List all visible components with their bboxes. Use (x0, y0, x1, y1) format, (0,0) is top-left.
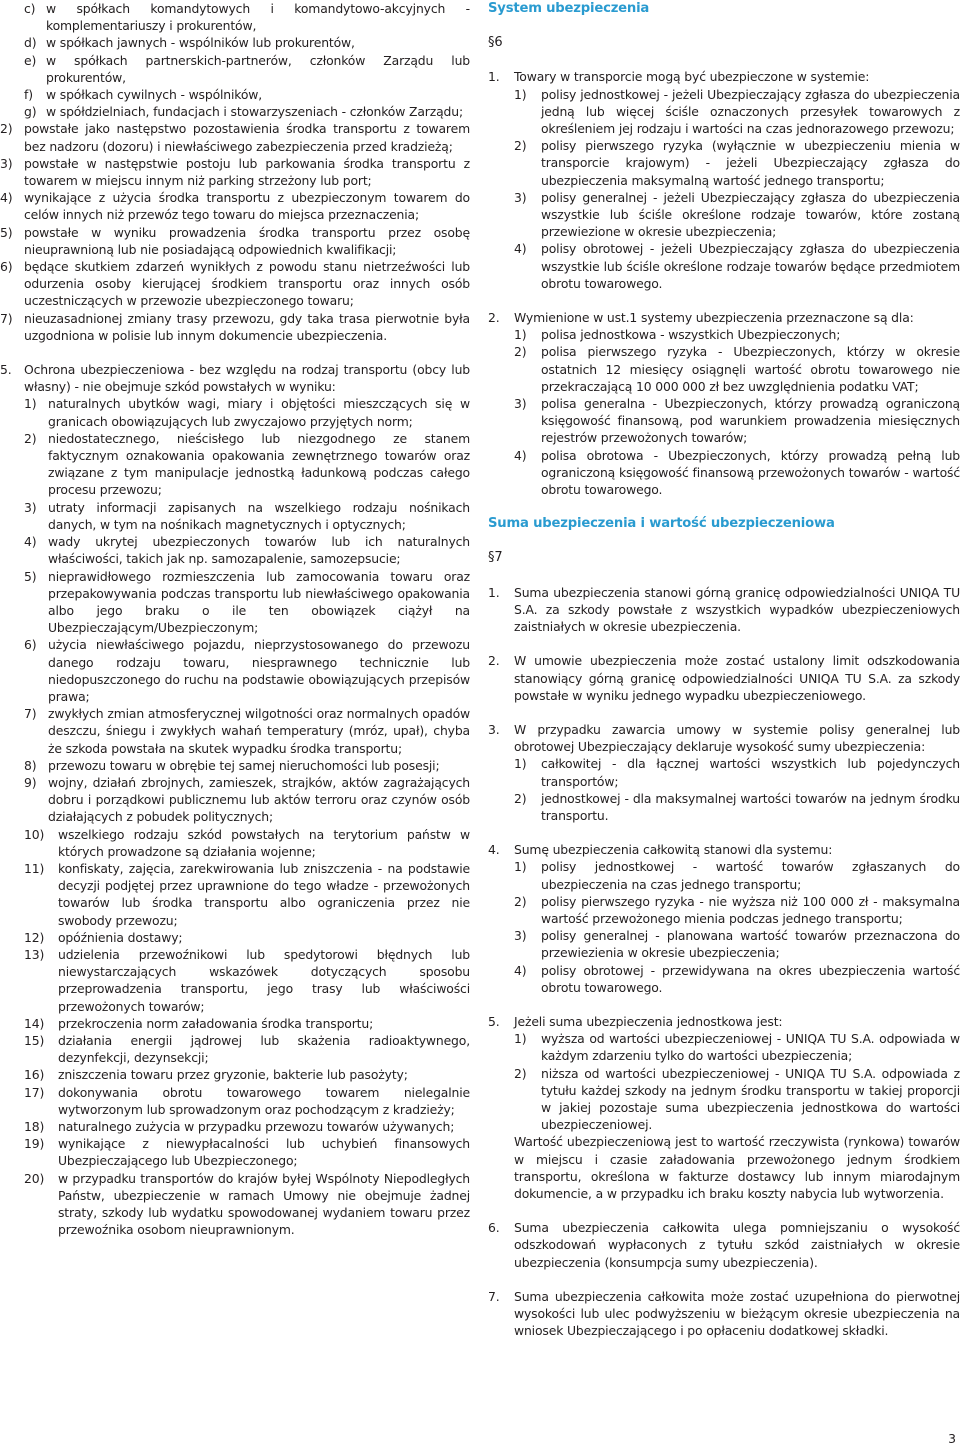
list-text: przekroczenia norm załadowania środka transportu; (58, 1015, 374, 1031)
list-marker: 1) (24, 396, 37, 412)
list-item-c (0, 0, 470, 34)
list-item (0, 826, 470, 860)
list-marker: 2) (514, 790, 527, 806)
list-marker: 7) (0, 310, 13, 326)
list-item (0, 1032, 470, 1066)
list-text: niższa od wartości ubezpieczeniowej - UNIQA TU S.A. odpowiada z tytułu każdej szkody na jednym środku transportu w takiej proporcji w jakiej pozostaje suma ubezpieczenia jednostkowa do wartości ubezpieczeniowej. (541, 1065, 960, 1133)
list-text: Suma ubezpieczenia całkowita ulega pomniejszaniu o wysokość odszkodowań wypłaconych z tytułu szkód zaistniałych w okresie ubezpieczenia (konsumpcja sumy ubezpieczenia). (514, 1220, 960, 1270)
list-text: polisy jednostkowej - wartość towarów zgłaszanych do ubezpieczenia na czas jednego transportu; (541, 859, 960, 892)
point-line (488, 1219, 960, 1271)
right-column (488, 0, 960, 1339)
list-marker: 13) (24, 946, 45, 962)
section-title: System ubezpieczenia (488, 1, 650, 16)
list-marker: 16) (24, 1067, 45, 1083)
list-text: nieprawidłowego rozmieszczenia lub zamocowania towaru oraz przepakowywania podczas transportu lub niewłaściwego opakowania albo jego braku o ile ten obowiązek ciążył na Ubezpieczającym/Ubezpieczonym; (48, 568, 470, 636)
list-text: wszelkiego rodzaju szkód powstałych na terytorium państw w których prowadzone są działania wojenne; (58, 826, 470, 859)
section-number: §6 (488, 35, 503, 51)
list-item (0, 1084, 470, 1118)
list-item (488, 858, 960, 892)
list-text: będące skutkiem zdarzeń wynikłych z powodu stanu nietrzeźwości lub odurzenia osoby kierującej środkiem transportu oraz innych osób uczestniczących w przewozie ubezpieczonego towaru; (24, 259, 470, 309)
list-text: jednostkowej - dla maksymalnej wartości towarów na jednym środku transportu. (541, 790, 960, 823)
point-line (488, 68, 960, 85)
list-marker: 2) (514, 893, 527, 909)
list-item (0, 1066, 470, 1083)
list-item (0, 568, 470, 637)
list-item (0, 1170, 470, 1239)
list-text: polisy obrotowej - jeżeli Ubezpieczający zgłasza do ubezpieczenia wszystkie lub ściśle określone rodzaje towarów będące przedmiotem obrotu towarowego. (541, 241, 960, 291)
list-text: polisa pierwszego ryzyka - Ubezpieczonych, którzy w okresie ostatnich 12 miesięcy osiągnęli wartość obrotu towarowego nie przekraczającą 10 000 000 zł bez uwzględnienia podatku VAT; (541, 344, 960, 394)
list-item (0, 258, 470, 310)
list-marker: 3) (514, 928, 527, 944)
section-6-body (488, 68, 960, 498)
list-item (0, 155, 470, 189)
list-marker: 2) (24, 430, 37, 446)
numbered-point (488, 1013, 960, 1202)
list-item-g (0, 103, 470, 120)
list-text: Sumę ubezpieczenia całkowitą stanowi dla systemu: (514, 842, 833, 858)
list-text: w spółkach cywilnych - wspólników, (46, 87, 263, 103)
list-text: polisa obrotowa - Ubezpieczonych, którzy prowadzą pełną lub ograniczoną księgowość finansową przewożonych towarów - wartość obrotu towarowego. (541, 447, 960, 498)
list-marker: 1. (488, 584, 500, 600)
list-text: Jeżeli suma ubezpieczenia jednostkowa jest: (514, 1013, 783, 1029)
exclusions-list (0, 120, 470, 344)
list-item (0, 860, 470, 929)
list-marker: 3. (488, 721, 500, 737)
list-text: powstałe w wyniku prowadzenia środka transportu przez osobę nieuprawnioną lub nie posiadającą odpowiednich kwalifikacji; (24, 224, 470, 257)
list-marker: 15) (24, 1032, 45, 1048)
list-marker: 7) (24, 706, 37, 722)
list-text: udzielenia przewoźnikowi lub spedytorowi błędnych lub niewystarczających wskazówek dotyczących sposobu przeprowadzenia transportu, jego trasy lub właściwości przewożonych towarów; (58, 946, 470, 1014)
list-marker: 5) (24, 568, 37, 584)
list-text: w przypadku transportów do krajów byłej Wspólnoty Niepodległych Państw, ubezpieczenie w ramach Umowy nie obejmuje żadnej straty, szkody lub wydatku spowodowanej wydaniem towaru przez przewoźnika osobom nieuprawnionym. (58, 1170, 470, 1238)
list-marker: 3) (514, 396, 527, 412)
list-item (0, 946, 470, 1015)
list-text: działania energii jądrowej lub skażenia radioaktywnego, dezynfekcji, dezynsekcji; (58, 1032, 470, 1066)
list-marker: 2) (514, 344, 527, 360)
list-marker: 11) (24, 860, 45, 876)
list-item (488, 395, 960, 447)
list-item (488, 240, 960, 292)
point-line (488, 584, 960, 636)
list-text: W przypadku zawarcia umowy w systemie polisy generalnej lub obrotowej Ubezpieczający deklaruje wysokość sumy ubezpieczenia: (514, 721, 960, 755)
list-marker: 19) (24, 1136, 45, 1152)
list-marker: 2) (514, 138, 527, 154)
list-item (0, 120, 470, 154)
list-item (0, 395, 470, 429)
list-item (488, 927, 960, 961)
list-marker: 1) (514, 86, 527, 102)
list-text: polisa generalna - Ubezpieczonych, którzy prowadzą ograniczoną księgowość finansową, pod warunkiem prowadzenia miesięcznych rejestrów przewożonych towarów; (541, 396, 960, 446)
list-text: dokonywania obrotu towarowego towarem nielegalnie wytworzonym lub sprowadzonym oraz pochodzącym z kradzieży; (58, 1084, 470, 1117)
list-item (488, 790, 960, 824)
list-text: powstałe w następstwie postoju lub parkowania środka transportu z towarem w miejscu innym niż parking strzeżony lub port; (24, 155, 470, 189)
page-number: 3 (948, 1431, 956, 1446)
list-item (0, 705, 470, 757)
list-text: wyższa od wartości ubezpieczeniowej - UNIQA TU S.A. odpowiada w każdym zdarzeniu tylko do wartości ubezpieczenia; (541, 1031, 960, 1064)
list-text: Suma ubezpieczenia całkowita może zostać uzupełniona do pierwotnej wysokości lub ulec podwyższeniu w bieżącym okresie ubezpieczenia na wniosek Ubezpieczającego i po opłaceniu dodatkowej składki. (514, 1288, 960, 1339)
list-text: konfiskaty, zajęcia, zarekwirowania lub zniszczenia - na podstawie decyzji podjętej przez uprawnione do tego władze - przewożonych towarów lub środka transportu albo ograniczenia przez nie swobody przewozu; (58, 860, 470, 928)
list-item (0, 636, 470, 705)
list-item (488, 893, 960, 927)
list-marker: 14) (24, 1015, 45, 1031)
list-marker: 1) (514, 756, 527, 772)
list-item (0, 224, 470, 258)
list-marker: d) (24, 35, 37, 51)
list-marker: 3) (24, 499, 37, 515)
list-marker: 6. (488, 1220, 500, 1236)
list-text: opóźnienia dostawy; (58, 929, 183, 945)
list-marker: 4. (488, 842, 500, 858)
list-text: w spółkach komandytowych i komandytowo-akcyjnych - komplementariuszy i prokurentów, (46, 1, 470, 34)
list-item (488, 326, 960, 343)
list-marker: 10) (24, 826, 45, 842)
point-line (488, 652, 960, 704)
list-item (488, 137, 960, 189)
left-column (0, 0, 470, 1238)
point-line (488, 841, 960, 858)
list-marker: 4) (514, 447, 527, 463)
section-title: Suma ubezpieczenia i wartość ubezpieczeniowa (488, 516, 835, 532)
list-text: nieuzasadnionej zmiany trasy przewozu, gdy taka trasa pierwotnie była uzgodniona w polisie lub innym dokumencie ubezpieczenia. (24, 310, 470, 343)
list-item (0, 310, 470, 344)
list-item (0, 533, 470, 567)
list-text: W umowie ubezpieczenia może zostać ustalony limit odszkodowania stanowiący górną granicę odpowiedzialności UNIQA TU S.A. za szkody powstałe w wyniku jednego wypadku ubezpieczeniowego. (514, 653, 960, 703)
list-text: Towary w transporcie mogą być ubezpieczone w systemie: (514, 69, 870, 85)
list-marker: 2. (488, 653, 500, 669)
list-text: polisy generalnej - jeżeli Ubezpieczający zgłasza do ubezpieczenia wszystkie lub ściśle określone rodzaje towarów, które zostaną przewiezione w okresie ubezpieczenia; (541, 189, 960, 240)
list-text: polisy generalnej - planowana wartość towarów przeznaczona do przewiezienia w okresie ubezpieczenia; (541, 928, 960, 961)
list-text: w spółkach jawnych - wspólników lub prokurentów, (46, 35, 355, 51)
list-marker: 1. (488, 69, 500, 85)
list-item (0, 774, 470, 826)
list-text: użycia niewłaściwego pojazdu, nieprzystosowanego do przewozu danego rodzaju towaru, niesprawnego technicznie lub niedopuszczonego do ruchu na podstawie obowiązujących przepisów prawa; (48, 637, 470, 704)
list-item (488, 447, 960, 499)
numbered-point (488, 1288, 960, 1340)
numbered-point (488, 1219, 960, 1271)
list-item (0, 499, 470, 533)
list-marker: 4) (24, 534, 37, 550)
list-item-f (0, 86, 470, 103)
list-item (488, 1065, 960, 1134)
section-number: §7 (488, 550, 503, 566)
list-marker: 6) (0, 259, 13, 275)
list-text: wynikające z użycia środka transportu z ubezpieczonym towarem do celów innych niż przewóz tego towaru do miejsca przeznaczenia; (24, 190, 470, 223)
list-item (0, 1015, 470, 1032)
list-item (0, 1135, 470, 1169)
list-marker: 7. (488, 1288, 500, 1304)
list-marker: 4) (514, 962, 527, 978)
point-line (488, 309, 960, 326)
point-text: Ochrona ubezpieczeniowa - bez względu na rodzaj transportu (obcy lub własny) - nie obejmuje szkód powstałych w wyniku: (24, 362, 470, 395)
list-item (0, 757, 470, 774)
list-item (0, 430, 470, 499)
list-text: Suma ubezpieczenia stanowi górną granicę odpowiedzialności UNIQA TU S.A. za szkody powstałe z wszystkich wypadków ubezpieczeniowych zaistniałych w okresie ubezpieczenia. (514, 584, 960, 635)
list-text: wojny, działań zbrojnych, zamieszek, strajków, aktów zagrażających dobru i porządkowi publicznemu lub aktów terroru oraz czynów osób działających z pobudek politycznych; (48, 774, 470, 825)
list-item (488, 189, 960, 241)
list-item (0, 1118, 470, 1135)
list-marker: 18) (24, 1119, 45, 1134)
point-line (488, 1288, 960, 1340)
list-item-d (0, 34, 470, 51)
list-marker: 2. (488, 310, 500, 326)
numbered-point (488, 584, 960, 636)
list-marker: 2) (514, 1065, 527, 1081)
list-marker: 1) (514, 327, 527, 343)
list-marker: 5. (488, 1013, 500, 1029)
list-marker: 17) (24, 1084, 45, 1100)
list-marker: f) (24, 87, 33, 103)
list-item (488, 755, 960, 789)
list-item (0, 189, 470, 223)
list-marker: 9) (24, 774, 37, 790)
point-5 (0, 361, 470, 395)
list-text: w spółkach partnerskich-partnerów, członków Zarządu lub prokurentów, (46, 52, 470, 85)
list-text: zwykłych zmian atmosferycznej wilgotności oraz normalnych opadów deszczu, śniegu i zwykłych wahań temperatury (mróz, upał), chyba że szkoda powstała na skutek wypadku środka transportu; (48, 706, 470, 756)
point-line (488, 721, 960, 755)
list-text: powstałe jako następstwo pozostawienia środka transportu z towarem bez nadzoru (dozoru) i niewłaściwego zabezpieczenia przed kradzieżą; (24, 121, 470, 154)
list-text: niedostatecznego, nieścisłego lub niezgodnego ze stanem faktycznym oznakowania opakowania zewnętrznego towarów oraz związane z tym manipulacje jednostką ładunkową podczas całego procesu przewozu; (48, 430, 470, 498)
point-5-list (0, 395, 470, 1238)
list-text: wady ukrytej ubezpieczonych towarów lub ich naturalnych właściwości, takich jak np. samozapalenie, samozepsucie; (48, 534, 470, 567)
list-text: utraty informacji zapisanych na wszelkiego rodzaju nośnikach danych, w tym na nośnikach magnetycznych i optycznych; (48, 499, 470, 532)
list-text: w spółdzielniach, fundacjach i stowarzyszeniach - członków Zarządu; (46, 104, 463, 120)
list-text: przewozu towaru w obrębie tej samej nieruchomości lub posesji; (48, 757, 440, 773)
numbered-point (488, 721, 960, 824)
section-7-body (488, 584, 960, 1340)
list-item (488, 343, 960, 395)
list-marker: e) (24, 52, 37, 68)
numbered-point (488, 652, 960, 704)
point-marker: 5. (0, 362, 12, 378)
list-text: polisy pierwszego ryzyka (wyłącznie w ubezpieczeniu mienia w transporcie krajowym) - jeżeli Ubezpieczający zgłasza do ubezpieczenia maksymalną wartość jednego transportu; (541, 138, 960, 188)
list-text: Wymienione w ust.1 systemy ubezpieczenia przeznaczone są dla: (514, 310, 914, 326)
numbered-point (488, 841, 960, 996)
list-marker: 3) (0, 155, 13, 171)
numbered-point (488, 309, 960, 498)
list-text: polisy obrotowej - przewidywana na okres ubezpieczenia wartość obrotu towarowego. (541, 962, 960, 995)
list-text: całkowitej - dla łącznej wartości wszystkich lub pojedynczych transportów; (541, 756, 960, 789)
list-text: polisy pierwszego ryzyka - nie wyższa niż 100 000 zł - maksymalna wartość przewożonego mienia podczas jednego transportu; (541, 893, 960, 926)
list-marker: 2) (0, 121, 13, 137)
list-marker: 3) (514, 189, 527, 205)
list-item (488, 1030, 960, 1064)
list-marker: 8) (24, 757, 37, 773)
list-marker: 4) (0, 190, 13, 206)
list-marker: 1) (514, 859, 527, 875)
numbered-point (488, 68, 960, 292)
list-marker: 20) (24, 1170, 45, 1186)
list-marker: 6) (24, 637, 37, 653)
list-marker: 1) (514, 1031, 527, 1047)
point-line (488, 1013, 960, 1030)
paragraph: Wartość ubezpieczeniową jest to wartość rzeczywista (rynkowa) towarów w miejscu i czasie załadowania przewożonego jednym środkiem transportu, określona w fakturze dostawcy lub innym miarodajnym dokumencie, a w przypadku ich braku koszty nabycia lub wytworzenia. (514, 1134, 960, 1201)
list-marker: c) (24, 1, 36, 16)
list-marker: g) (24, 104, 37, 120)
list-item (488, 86, 960, 138)
list-item (488, 962, 960, 996)
list-text: naturalnych ubytków wagi, miary i objętości mieszczących się w granicach obowiązujących lub zwyczajowo przyjętych norm; (48, 396, 470, 429)
list-text: polisy jednostkowej - jeżeli Ubezpieczający zgłasza do ubezpieczenia jedną lub więcej ściśle oznaczonych przesyłek towarowych z określeniem jej rodzaju i wartości na czas jednorazowego przewozu; (541, 86, 960, 137)
list-marker: 12) (24, 929, 45, 945)
list-marker: 4) (514, 241, 527, 257)
list-item (0, 929, 470, 946)
list-text: zniszczenia towaru przez gryzonie, bakterie lub pasożyty; (58, 1067, 408, 1083)
list-text: polisa jednostkowa - wszystkich Ubezpieczonych; (541, 327, 841, 343)
list-item-e (0, 52, 470, 86)
list-marker: 5) (0, 224, 13, 240)
list-text: naturalnego zużycia w przypadku przewozu towarów używanych; (58, 1119, 455, 1134)
list-text: wynikające z niewypłacalności lub uchybień finansowych Ubezpieczającego lub Ubezpieczonego; (58, 1136, 470, 1169)
